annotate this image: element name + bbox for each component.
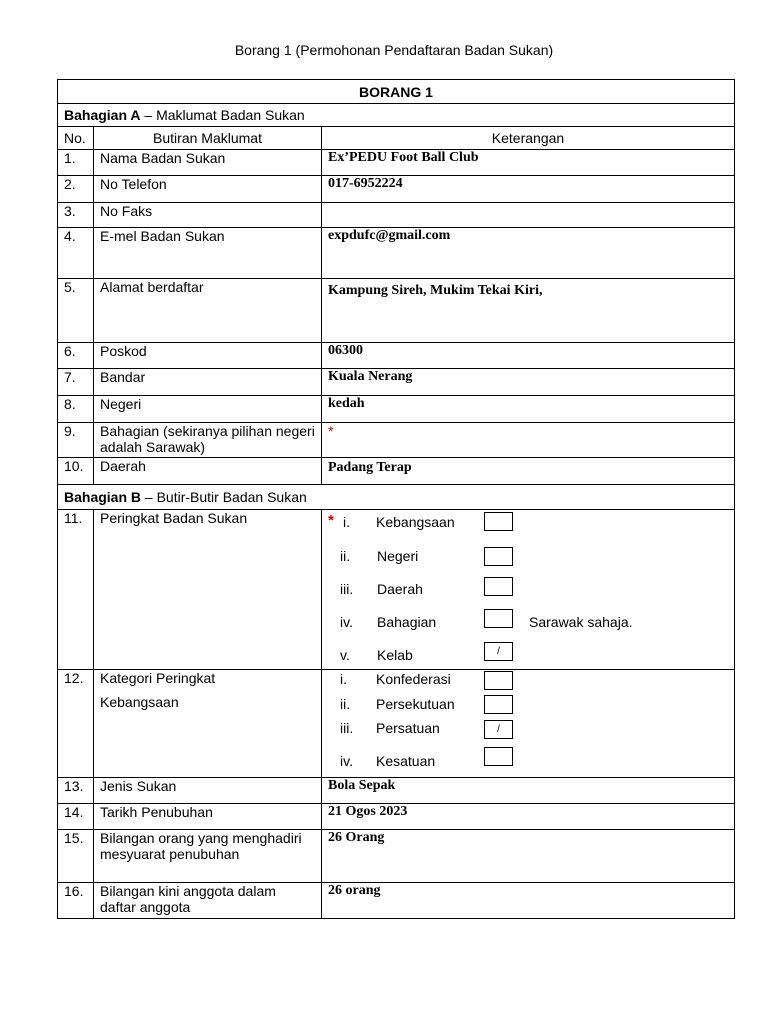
alamat-value[interactable]: Kampung Sireh, Mukim Tekai Kiri, (322, 279, 735, 343)
row-label: Jenis Sukan (94, 778, 322, 804)
bahagian-value[interactable] (322, 423, 735, 458)
row-number: 12. (58, 670, 94, 778)
form-title-row (58, 80, 735, 104)
checkbox-persatuan[interactable]: / (484, 720, 513, 739)
row-bandar (58, 369, 735, 396)
daerah-value[interactable]: Padang Terap (322, 458, 735, 485)
row-emel (58, 228, 735, 279)
checkbox-kesatuan[interactable] (484, 747, 513, 766)
row-negeri (58, 396, 735, 423)
row-label: Bandar (94, 369, 322, 396)
row-number: 9. (58, 423, 94, 458)
row-bahagian (58, 423, 735, 458)
poskod-value[interactable]: 06300 (322, 343, 735, 369)
row-label: Negeri (94, 396, 322, 423)
tarikh-value[interactable]: 21 Ogos 2023 (322, 804, 735, 830)
checkbox-negeri[interactable] (484, 547, 513, 566)
row-poskod (58, 343, 735, 369)
row-kategori (58, 670, 735, 778)
row-label: Poskod (94, 343, 322, 369)
section-b-heading (58, 485, 735, 510)
row-number: 8. (58, 396, 94, 423)
page-heading: Borang 1 (Permohonan Pendaftaran Badan Sukan) (234, 42, 554, 58)
row-number: 7. (58, 369, 94, 396)
row-bilangan-anggota (58, 883, 735, 919)
column-header-no: No. (58, 127, 94, 150)
row-number: 13. (58, 778, 94, 804)
required-marker: * (328, 512, 334, 529)
row-tarikh (58, 804, 735, 830)
row-bilangan-hadir (58, 830, 735, 883)
section-b-row (58, 485, 735, 510)
checkbox-bahagian[interactable] (484, 609, 513, 628)
row-label: Bahagian (sekiranya pilihan negeri adalah Sarawak) (94, 423, 322, 458)
row-no-faks (58, 203, 735, 228)
checkbox-daerah[interactable] (484, 577, 513, 596)
section-a-label: Bahagian A (64, 107, 141, 123)
row-label: Bilangan orang yang menghadiri mesyuarat penubuhan (94, 830, 322, 883)
row-no-telefon (58, 176, 735, 203)
row-label: Daerah (94, 458, 322, 485)
row-jenis-sukan (58, 778, 735, 804)
peringkat-options: * i. Kebangsaan ii. Negeri iii. Daerah iv. Bahagian Sarawak sahaja. v. Kelab / (322, 510, 735, 670)
row-label: No Telefon (94, 176, 322, 203)
row-daerah (58, 458, 735, 485)
negeri-value[interactable]: kedah (322, 396, 735, 423)
row-label: E-mel Badan Sukan (94, 228, 322, 279)
row-number: 6. (58, 343, 94, 369)
column-header-desc: Keterangan (322, 127, 735, 150)
column-header-row (58, 127, 735, 150)
form-title: BORANG 1 (58, 80, 735, 104)
row-number: 11. (58, 510, 94, 670)
row-label: No Faks (94, 203, 322, 228)
row-nama-badan-sukan (58, 150, 735, 176)
row-number: 10. (58, 458, 94, 485)
row-label: Tarikh Penubuhan (94, 804, 322, 830)
kategori-options: i. Konfederasi ii. Persekutuan iii. Persatuan / iv. Kesatuan (322, 670, 735, 778)
bilangan-anggota-value[interactable]: 26 orang (322, 883, 735, 919)
row-label: Kategori Peringkat Kebangsaan (94, 670, 322, 778)
section-b-title: – Butir-Butir Badan Sukan (141, 489, 307, 505)
nama-badan-sukan-value[interactable]: Ex’PEDU Foot Ball Club (322, 150, 735, 176)
row-number: 4. (58, 228, 94, 279)
sarawak-note: Sarawak sahaja. (529, 614, 633, 630)
emel-value[interactable]: expdufc@gmail.com (322, 228, 735, 279)
row-alamat (58, 279, 735, 343)
row-number: 5. (58, 279, 94, 343)
row-number: 3. (58, 203, 94, 228)
section-a-title: – Maklumat Badan Sukan (140, 107, 305, 123)
no-telefon-value[interactable]: 017-6952224 (322, 176, 735, 203)
checkbox-konfederasi[interactable] (484, 671, 513, 690)
bandar-value[interactable]: Kuala Nerang (322, 369, 735, 396)
section-a-heading (58, 104, 735, 127)
row-number: 15. (58, 830, 94, 883)
bilangan-hadir-value[interactable]: 26 Orang (322, 830, 735, 883)
column-header-item: Butiran Maklumat (94, 127, 322, 150)
row-label: Bilangan kini anggota dalam daftar anggota (94, 883, 322, 919)
registration-form-table (57, 79, 735, 919)
checkbox-kebangsaan[interactable] (484, 512, 513, 531)
row-number: 16. (58, 883, 94, 919)
row-peringkat (58, 510, 735, 670)
row-number: 2. (58, 176, 94, 203)
checkbox-kelab[interactable]: / (484, 642, 513, 661)
row-number: 1. (58, 150, 94, 176)
no-faks-value[interactable] (322, 203, 735, 228)
row-number: 14. (58, 804, 94, 830)
row-label: Peringkat Badan Sukan (94, 510, 322, 670)
section-b-label: Bahagian B (64, 489, 142, 505)
row-label: Alamat berdaftar (94, 279, 322, 343)
required-marker: * (328, 423, 334, 439)
row-label: Nama Badan Sukan (94, 150, 322, 176)
jenis-sukan-value[interactable]: Bola Sepak (322, 778, 735, 804)
section-a-row (58, 104, 735, 127)
checkbox-persekutuan[interactable] (484, 695, 513, 714)
